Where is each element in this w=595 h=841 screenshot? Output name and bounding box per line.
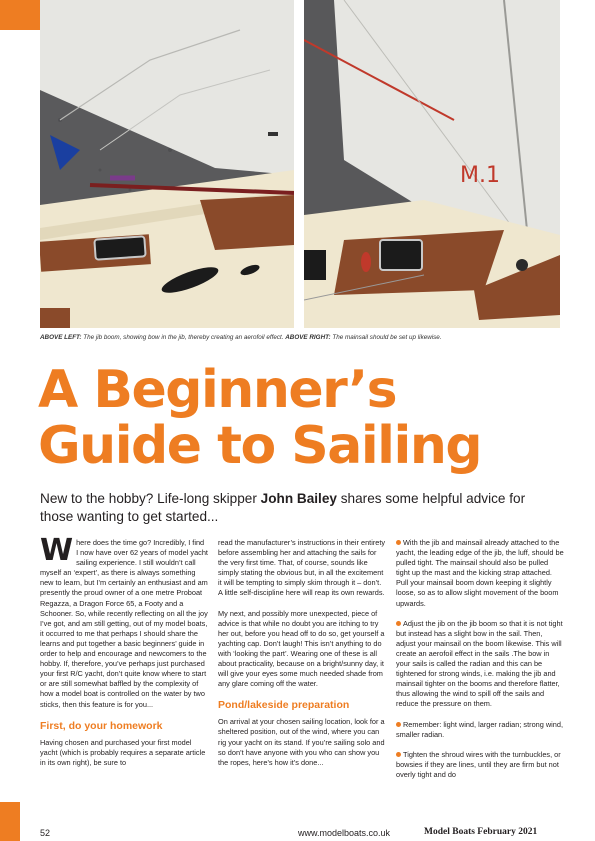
- subhead-homework: First, do your homework: [40, 719, 163, 732]
- bullet-icon: [396, 621, 401, 626]
- bullet-text: Remember: light wind, larger radian; strong wind, smaller radian.: [396, 719, 564, 739]
- footer-magazine: Model Boats February 2021: [424, 827, 538, 837]
- bullet-item: [396, 619, 564, 710]
- headline: [38, 362, 558, 474]
- bullet-text: Adjust the jib on the jib boom so that it is not tight but instead has a slight bow in the sail. Then, adjust your mainsail on the boom likewise. This will create an aerofoil effect in the sails .The bow in your sails is called the radian and this can be tightened for strong winds, i.e. making the jib and mainsail tighter on the booms and therefore flatter, thus allowing the wind to spill off the sails and reduce the pressure on them.: [396, 618, 563, 709]
- bullet-text: Tighten the shroud wires with the turnbuckles, or bowsies if they are lines, until they are firm but not overly tight and do: [396, 749, 561, 779]
- caption-left-label: ABOVE LEFT:: [40, 334, 82, 341]
- paragraph: Having chosen and purchased your first model yacht (which is probably requires a separate article in its own right), be sure to: [40, 737, 206, 767]
- bullet-icon: [396, 722, 401, 727]
- page-number: 52: [40, 828, 51, 838]
- subhead-preparation: Pond/lakeside preparation: [218, 699, 350, 712]
- intro-text: here does the time go? Incredibly, I find I now have over 62 years of model yacht sailing experience. I still wouldn’t call myself an ‘expert’, as there is always something new to learn, but I’m certainly an enthusiast and am presently the proud owner of a one metre Proboat Regazza, a Dragon Force 65, a Footy and a Schooner. So, while recently reflecting on all the joy I’ve got, and am still getting, out of my model boats, it occurred to me that perhaps I should share the learns and put together a basic beginners’ guide in order to help and encourage and newcomers to the hobby. If, therefore, you’ve perhaps just purchased your first R/C yacht, don’t quite know where to start or are still somewhat baffled by the complexity of how a model boat is controlled on the water by two sticks, then this feature is for you...: [40, 538, 208, 709]
- article-column-3: [396, 538, 564, 790]
- photo-jib-boom: [40, 0, 294, 328]
- footer-url: www.modelboats.co.uk: [298, 828, 391, 838]
- caption-right-label: ABOVE RIGHT:: [285, 334, 331, 341]
- photo-mainsail: [304, 0, 560, 328]
- standfirst-after: shares some helpful advice for those wanting to get started...: [40, 491, 526, 524]
- sail-number: M.1: [460, 163, 500, 188]
- standfirst-author: John Bailey: [260, 491, 337, 506]
- article-column-2: [218, 538, 386, 778]
- standfirst: [40, 490, 560, 526]
- headline-line-1: A Beginner’s: [38, 360, 397, 420]
- headline-line-2: Guide to Sailing: [38, 416, 482, 476]
- standfirst-before: New to the hobby? Life-long skipper: [40, 491, 261, 506]
- bullet-icon: [396, 752, 401, 757]
- drop-cap: W: [40, 533, 74, 568]
- article-column-1: [40, 533, 208, 778]
- bullet-item: [396, 538, 564, 609]
- paragraph: read the manufacturer’s instructions in their entirety before assembling her and attaching the sails for the very first time. That, of course, sounds like simply stating the obvious but, in all the excitement it will be tempting to simply skim through it – don’t. A little self-discipline here will reap its own rewards.: [218, 538, 386, 598]
- footer-accent-bar: [0, 802, 20, 841]
- photo-caption: [40, 334, 560, 341]
- paragraph: On arrival at your chosen sailing location, look for a sheltered position, out of the wind, where you can rig your yacht on its stand. If you’re sailing solo and so don’t have anyone with you who can show you the ropes, here’s how it’s done...: [218, 717, 385, 767]
- bullet-item: [396, 750, 564, 780]
- paragraph: My next, and possibly more unexpected, piece of advice is that while no doubt you are itching to try her out, before you head off to do so, get yourself a yachting cap. Don’t laugh! This isn’t anything to do with ‘looking the part’. Wearing one of these is all about practicality, because on a bright/sunny day, it will give your eyes some much needed shade from any glare coming off the water.: [218, 608, 385, 689]
- bullet-text: With the jib and mainsail already attached to the yacht, the leading edge of the jib, the luff, should be pulled tight. The mainsail should also be pulled tight up the mast and the kicking strap attached. Pull your mainsail boom down keeping it slightly loose, so as to allow slight movement of the boom upwards.: [396, 538, 564, 608]
- caption-right-text: The mainsail should be set up likewise.: [330, 334, 442, 341]
- bullet-icon: [396, 540, 401, 545]
- intro-paragraph: [40, 533, 208, 710]
- bullet-item: [396, 720, 564, 740]
- caption-left-text: The jib boom, showing bow in the jib, thereby creating an aerofoil effect.: [81, 334, 286, 341]
